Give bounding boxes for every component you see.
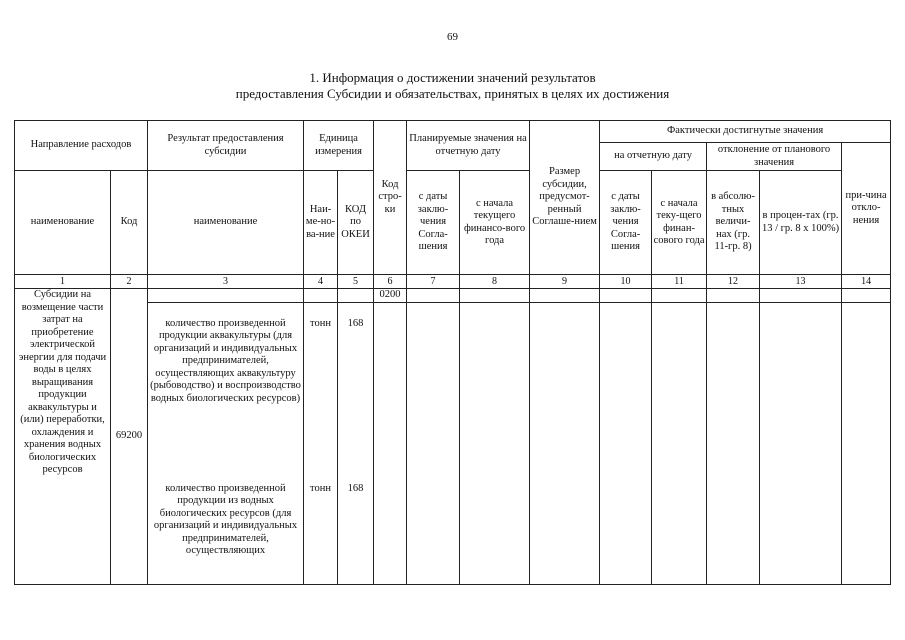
- empty-cell: [842, 289, 891, 303]
- title-line-2: предоставления Субсидии и обязательствах, принятых в целях их достижения: [235, 86, 670, 101]
- header-unit: Единица измерения: [304, 121, 374, 171]
- column-number: 9: [530, 275, 600, 289]
- column-number: 6: [374, 275, 407, 289]
- header-direction-code: Код: [111, 171, 148, 275]
- empty-cell: [707, 303, 760, 585]
- empty-cell: [338, 289, 374, 303]
- empty-cell: [407, 289, 460, 303]
- empty-cell: [652, 303, 707, 585]
- empty-cell: [374, 303, 407, 585]
- header-result-name: наименование: [148, 171, 304, 275]
- page-number: 69: [447, 31, 458, 43]
- empty-cell: [530, 289, 600, 303]
- column-number: 11: [652, 275, 707, 289]
- header-reason: при-чина откло-нения: [842, 143, 891, 275]
- empty-cell: [600, 289, 652, 303]
- header-planned: Планируемые значения на отчетную дату: [407, 121, 530, 171]
- column-number: 3: [148, 275, 304, 289]
- line-code-row: [15, 289, 891, 303]
- empty-cell: [148, 303, 304, 318]
- okei-cell: 168: [338, 483, 374, 585]
- column-number: 12: [707, 275, 760, 289]
- unit-name-cell: тонн: [304, 318, 338, 483]
- empty-cell: [707, 289, 760, 303]
- section-title: [0, 70, 905, 102]
- empty-cell: [304, 289, 338, 303]
- column-number: 2: [111, 275, 148, 289]
- header-direction-name: наименование: [15, 171, 111, 275]
- direction-code-cell: 69200: [111, 289, 148, 585]
- unit-name-cell: тонн: [304, 483, 338, 585]
- header-plan-from-year: с начала текущего финансо-вого года: [460, 171, 530, 275]
- empty-cell: [460, 303, 530, 585]
- empty-cell: [760, 303, 842, 585]
- empty-cell: [148, 289, 304, 303]
- result-name-cell: количество произведенной продукции аквакультуры (для организаций и индивидуальных предпринимателей, осуществляющих аквакультуру (рыбоводство) и воспроизводство водных биологических ресурсов): [148, 318, 304, 483]
- column-number: 5: [338, 275, 374, 289]
- column-number: 14: [842, 275, 891, 289]
- empty-cell: [842, 303, 891, 585]
- empty-cell: [338, 303, 374, 318]
- direction-name-cell: Субсидии на возмещение части затрат на приобретение электрической энергии для подачи воды в целях выращивания продукции аквакультуры и (или) переработки, охлаждения и хранения водных биологических ресурсов: [15, 289, 111, 585]
- header-direction: Направление расходов: [15, 121, 148, 171]
- header-line-code: Код стро-ки: [374, 121, 407, 275]
- empty-cell: [600, 303, 652, 585]
- empty-cell: [304, 303, 338, 318]
- column-number: 10: [600, 275, 652, 289]
- header-plan-from-agreement: с даты заклю-чения Согла-шения: [407, 171, 460, 275]
- header-deviation-pct: в процен-тах (гр. 13 / гр. 8 х 100%): [760, 171, 842, 275]
- empty-cell: [530, 303, 600, 585]
- header-result: Результат предоставления субсидии: [148, 121, 304, 171]
- header-fact-from-year: с начала теку-щего финан-сового года: [652, 171, 707, 275]
- header-deviation-abs: в абсолю-тных величи-нах (гр. 11-гр. 8): [707, 171, 760, 275]
- header-on-report-date: на отчетную дату: [600, 143, 707, 171]
- empty-cell: [760, 289, 842, 303]
- empty-cell: [460, 289, 530, 303]
- header-actual: Фактически достигнутые значения: [600, 121, 891, 143]
- column-numbers-row: [15, 275, 891, 289]
- header-unit-name: Наи-ме-но-ва-ние: [304, 171, 338, 275]
- header-deviation: отклонение от планового значения: [707, 143, 842, 171]
- column-number: 13: [760, 275, 842, 289]
- header-subsidy-size: Размер субсидии, предусмот-ренный Соглаше-нием: [530, 121, 600, 275]
- header-fact-from-agreement: с даты заклю-чения Согла-шения: [600, 171, 652, 275]
- column-number: 7: [407, 275, 460, 289]
- okei-cell: 168: [338, 318, 374, 483]
- empty-cell: [652, 289, 707, 303]
- column-number: 1: [15, 275, 111, 289]
- results-table: [14, 120, 891, 585]
- header-okei: КОД по ОКЕИ: [338, 171, 374, 275]
- result-name-cell: количество произведенной продукции из водных биологических ресурсов (для организаций и индивидуальных предпринимателей, осуществляющих: [148, 483, 304, 585]
- empty-cell: [407, 303, 460, 585]
- column-number: 4: [304, 275, 338, 289]
- line-code-cell: 0200: [374, 289, 407, 303]
- column-number: 8: [460, 275, 530, 289]
- title-line-1: 1. Информация о достижении значений результатов: [309, 70, 596, 85]
